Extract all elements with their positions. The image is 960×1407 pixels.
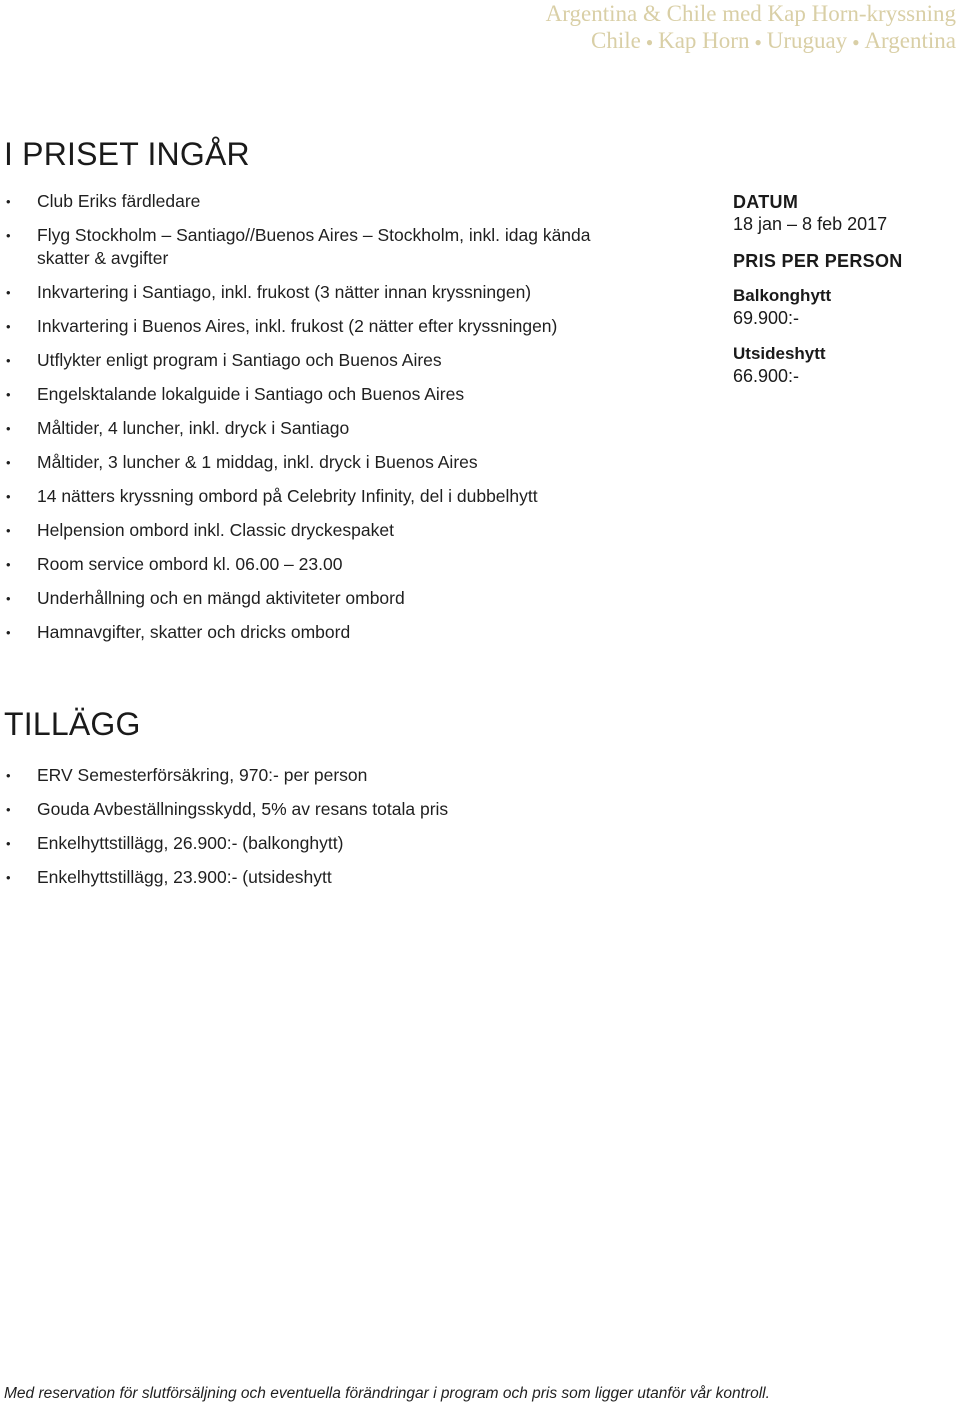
list-item [0,798,640,821]
bullet-icon: • [6,625,11,640]
included-list [0,190,640,655]
price-label: PRIS PER PERSON [733,251,903,271]
bullet-icon: • [6,557,11,572]
list-item [0,519,640,542]
destination-item: Kap Horn [658,28,750,53]
bullet-icon: • [6,870,11,885]
list-item-text: Inkvartering i Buenos Aires, inkl. frukost (2 nätter efter kryssningen) [37,316,558,336]
bullet-icon: • [6,591,11,606]
list-item-text: Underhållning och en mängd aktiviteter ombord [37,588,405,608]
separator-dot-icon: ● [754,35,762,50]
list-item [0,866,640,889]
balcony-cabin-label: Balkonghytt [733,286,832,305]
bullet-icon: • [6,455,11,470]
price-info-panel [733,191,953,387]
list-item [0,764,640,787]
list-item-text: ERV Semesterförsäkring, 970:- per person [37,765,368,785]
list-item [0,349,640,372]
list-item-text: 14 nätters kryssning ombord på Celebrity Infinity, del i dubbelhytt [37,486,538,506]
list-item [0,621,640,644]
destination-item: Argentina [864,28,956,53]
list-item-text: Inkvartering i Santiago, inkl. frukost (3 nätter innan kryssningen) [37,282,532,302]
list-item [0,224,640,270]
list-item-text: Engelsktalande lokalguide i Santiago och Buenos Aires [37,384,465,404]
destination-item: Uruguay [766,28,848,53]
list-item [0,451,640,474]
list-item-text: Gouda Avbeställningsskydd, 5% av resans totala pris [37,799,449,819]
list-item-text: Måltider, 3 luncher & 1 middag, inkl. dryck i Buenos Aires [37,452,478,472]
bullet-icon: • [6,387,11,402]
extras-section-title: TILLÄGG [4,706,141,742]
list-item-text: Flyg Stockholm – Santiago//Buenos Aires – Stockholm, inkl. idag kända skatter & avgifter [37,225,591,268]
destination-item: Chile [591,28,641,53]
list-item [0,417,640,440]
extras-list [0,764,640,900]
list-item [0,315,640,338]
list-item [0,832,640,855]
bullet-icon: • [6,836,11,851]
list-item-text: Room service ombord kl. 06.00 – 23.00 [37,554,343,574]
bullet-icon: • [6,802,11,817]
list-item-text: Hamnavgifter, skatter och dricks ombord [37,622,351,642]
bullet-icon: • [6,489,11,504]
list-item [0,553,640,576]
bullet-icon: • [6,228,11,243]
separator-dot-icon: ● [852,35,860,50]
balcony-cabin-price: 69.900:- [733,308,800,328]
list-item [0,190,640,213]
list-item-text: Enkelhyttstillägg, 26.900:- (balkonghytt) [37,833,344,853]
bullet-icon: • [6,768,11,783]
destination-list [546,27,956,56]
bullet-icon: • [6,194,11,209]
bullet-icon: • [6,285,11,300]
included-section-title: I PRISET INGÅR [4,136,250,172]
date-value: 18 jan – 8 feb 2017 [733,214,888,234]
list-item-text: Måltider, 4 luncher, inkl. dryck i Santiago [37,418,350,438]
date-label: DATUM [733,192,799,212]
bullet-icon: • [6,523,11,538]
bullet-icon: • [6,319,11,334]
disclaimer-note: Med reservation för slutförsäljning och eventuella förändringar i program och pris som ligger utanför vår kontroll. [4,1385,770,1402]
outside-cabin-label: Utsideshytt [733,344,826,363]
outside-cabin-price: 66.900:- [733,366,800,386]
list-item-text: Club Eriks färdledare [37,191,201,211]
list-item [0,485,640,508]
list-item-text: Enkelhyttstillägg, 23.900:- (utsideshytt [37,867,332,887]
bullet-icon: • [6,421,11,436]
separator-dot-icon: ● [645,35,654,50]
page-header [546,0,956,56]
list-item-text: Helpension ombord inkl. Classic dryckespaket [37,520,394,540]
tour-title: Argentina & Chile med Kap Horn-kryssning [545,1,956,26]
list-item [0,281,640,304]
list-item [0,587,640,610]
list-item [0,383,640,406]
bullet-icon: • [6,353,11,368]
list-item-text: Utflykter enligt program i Santiago och Buenos Aires [37,350,442,370]
